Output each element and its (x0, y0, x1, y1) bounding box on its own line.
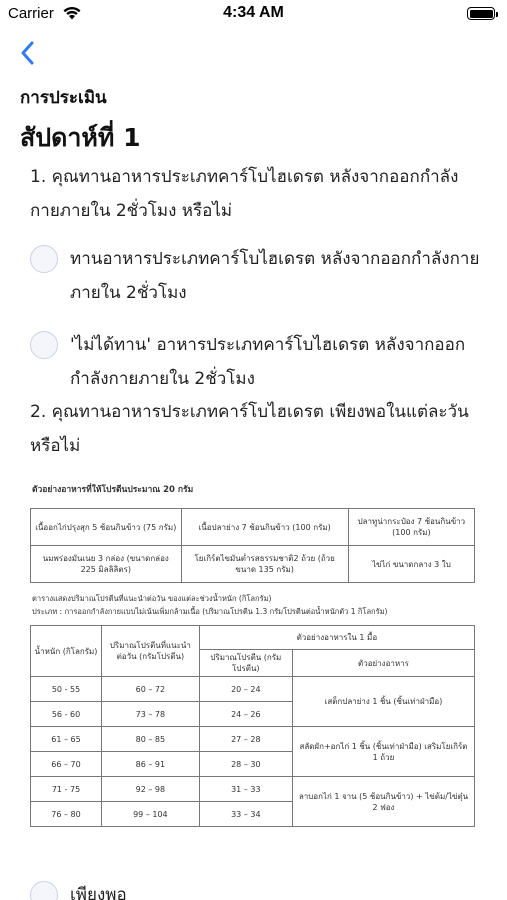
column-header: ตัวอย่างอาหาร (292, 650, 474, 677)
table-cell: 24 – 26 (199, 702, 292, 727)
table-cell: 73 – 78 (102, 702, 200, 727)
table-row (31, 546, 475, 583)
radio-button[interactable] (30, 881, 58, 900)
question-2-text: 2. คุณทานอาหารประเภทคาร์โบไฮเดรต เพียงพอในแต่ละวันหรือไม่ (30, 402, 469, 456)
table-header-row (31, 626, 475, 650)
column-header: ปริมาณโปรตีนที่แนะนำต่อวัน (กรัมโปรตีน) (102, 626, 200, 677)
table-cell: เสต็กปลาย่าง 1 ชิ้น (ชิ้นเท่าฝ่ามือ) (292, 677, 474, 727)
table-cell: 61 – 65 (31, 727, 102, 752)
radio-button[interactable] (30, 245, 58, 273)
table-cell: 50 - 55 (31, 677, 102, 702)
table-cell: 28 – 30 (199, 752, 292, 777)
section-label: การประเมิน (20, 88, 107, 108)
table-cell: 80 – 85 (102, 727, 200, 752)
chevron-left-icon (20, 41, 34, 65)
table-cell: 27 – 28 (199, 727, 292, 752)
option-label: 'ไม่ได้ทาน' อาหารประเภทคาร์โบไฮเดรต หลังจากออกกำลังกายภายใน 2ชั่วโมง (70, 335, 466, 389)
carrier-label: Carrier (8, 5, 54, 22)
table-cell: ลาบอกไก่ 1 จาน (5 ช้อนกินข้าว) + ไข่ต้ม/ไข่ตุ๋น 2 ฟอง (292, 777, 474, 827)
question-1-option-2[interactable] (30, 328, 485, 396)
question-2-option-1[interactable] (30, 878, 485, 900)
table-row (31, 727, 475, 752)
table-cell: 71 - 75 (31, 777, 102, 802)
table-cell: โยเกิร์ตไขมันต่ำรสธรรมชาติ2 ถ้วย (ถ้วยขนาด 135 กรัม) (181, 546, 348, 583)
table-row (31, 777, 475, 802)
table-cell: ไข่ไก่ ขนาดกลาง 3 ใบ (348, 546, 474, 583)
table-cell: ปลาทูน่ากระป๋อง 7 ช้อนกินข้าว (100 กรัม) (348, 509, 474, 546)
page-title: สัปดาห์ที่ 1 (20, 123, 141, 152)
table-cell: 31 – 33 (199, 777, 292, 802)
option-label: ทานอาหารประเภทคาร์โบไฮเดรต หลังจากออกกำลังกายภายใน 2ชั่วโมง (70, 249, 480, 303)
option-label: เพียงพอ (70, 885, 127, 900)
column-header: ปริมาณโปรตีน (กรัมโปรตีน) (199, 650, 292, 677)
battery-icon (467, 7, 495, 20)
table-row (31, 509, 475, 546)
table-cell: 92 – 98 (102, 777, 200, 802)
table-cell: เนื้อปลาย่าง 7 ช้อนกินข้าว (100 กรัม) (181, 509, 348, 546)
table-cell: นมพร่องมันเนย 3 กล่อง (ขนาดกล่อง 225 มิลลิลิตร) (31, 546, 182, 583)
table-cell: 56 - 60 (31, 702, 102, 727)
table-cell: 99 – 104 (102, 802, 200, 827)
table-cell: 60 – 72 (102, 677, 200, 702)
question-1-text: 1. คุณทานอาหารประเภทคาร์โบไฮเดรต หลังจากออกกำลังกายภายใน 2ชั่วโมง หรือไม่ (30, 167, 459, 221)
table-cell: 33 – 34 (199, 802, 292, 827)
figure-title: ตัวอย่างอาหารที่ให้โปรตีนประมาณ 20 กรัม (32, 485, 194, 495)
protein-reference-figure (30, 478, 475, 827)
column-header: ตัวอย่างอาหารใน 1 มื้อ (199, 626, 474, 650)
protein-examples-table (30, 508, 475, 583)
column-header: น้ำหนัก (กิโลกรัม) (31, 626, 102, 677)
clock: 4:34 AM (223, 4, 284, 21)
question-1-option-1[interactable] (30, 242, 485, 310)
table-cell: 76 – 80 (31, 802, 102, 827)
table-cell: 86 – 91 (102, 752, 200, 777)
table-cell: เนื้ออกไก่ปรุงสุก 5 ช้อนกินข้าว (75 กรัม) (31, 509, 182, 546)
table-cell: 66 – 70 (31, 752, 102, 777)
table-row (31, 677, 475, 702)
table-cell: สลัดผัก+อกไก่ 1 ชิ้น (ชิ้นเท่าฝ่ามือ) เสริมโยเกิร์ต 1 ถ้วย (292, 727, 474, 777)
radio-button[interactable] (30, 331, 58, 359)
back-button[interactable] (20, 38, 50, 68)
protein-requirement-table (30, 625, 475, 827)
table-cell: 20 – 24 (199, 677, 292, 702)
figure-caption: ตารางแสดงปริมาณโปรตีนที่แนะนำต่อวัน ของแต่ละช่วงน้ำหนัก (กิโลกรัม) (32, 594, 272, 603)
figure-note: ประเภท : การออกกำลังกายแบบไม่เน้นเพิ่มกล้ามเนื้อ (ปริมาณโปรตีน 1.3 กรัมโปรตีนต่อน้ำหนักตัว 1 กิโลกรัม) (32, 607, 388, 616)
status-bar (0, 0, 507, 30)
